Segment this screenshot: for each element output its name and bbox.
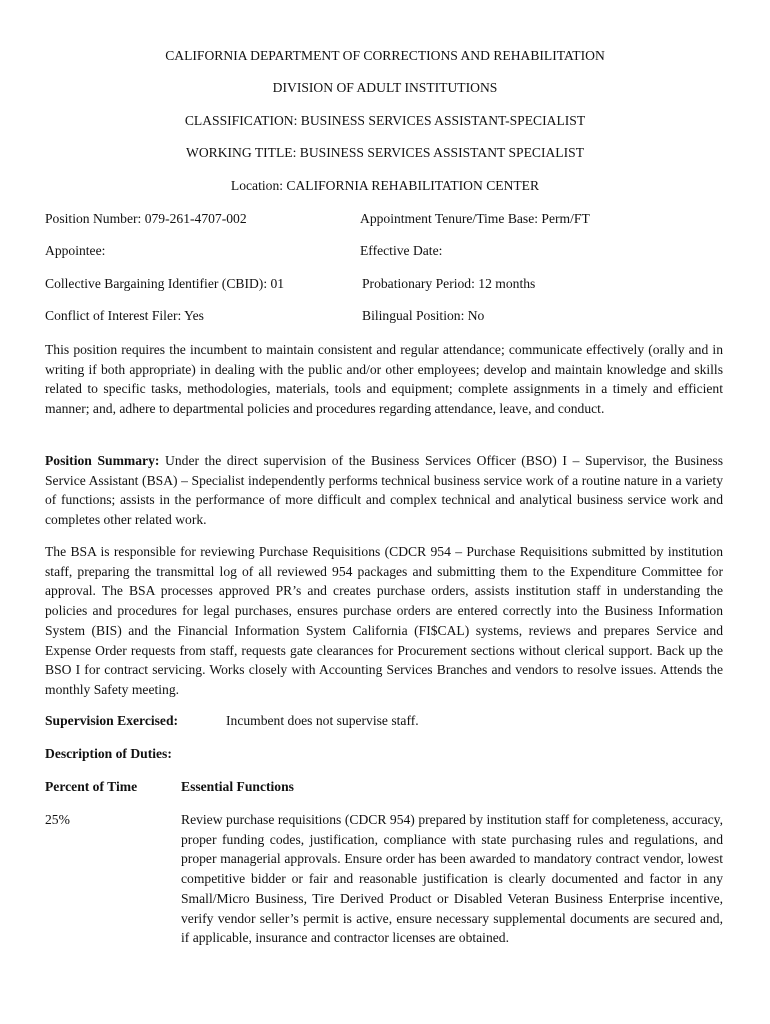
position-summary-paragraph bbox=[45, 451, 723, 530]
supervision-value: Incumbent does not supervise staff. bbox=[226, 713, 419, 728]
bilingual-position-field: Bilingual Position: No bbox=[362, 308, 485, 323]
duties-heading: Description of Duties: bbox=[45, 746, 172, 761]
appointee-field: Appointee: bbox=[45, 243, 106, 258]
supervision-label: Supervision Exercised: bbox=[45, 713, 179, 728]
location-heading: Location: CALIFORNIA REHABILITATION CENTER bbox=[230, 178, 540, 193]
conflict-of-interest-field: Conflict of Interest Filer: Yes bbox=[45, 308, 204, 323]
probationary-period-field: Probationary Period: 12 months bbox=[362, 276, 536, 291]
working-title-heading: WORKING TITLE: BUSINESS SERVICES ASSISTANT SPECIALIST bbox=[186, 145, 584, 160]
duty-percent: 25% bbox=[45, 812, 70, 827]
intro-paragraph: This position requires the incumbent to maintain consistent and regular attendance; communicate effectively (orally and in writing if both appropriate) in dealing with the public and/or other employees; develop and maintain knowledge and skills related to specific tasks, methodologies, materials, tools and equipment; complete assignments in a timely and efficient manner; and, adhere to departmental policies and procedures regarding attendance, leave, and conduct. bbox=[45, 342, 723, 417]
position-number: Position Number: 079-261-4707-002 bbox=[45, 211, 247, 226]
duty-description: Review purchase requisitions (CDCR 954) prepared by institution staff for completeness, accuracy, proper funding codes, justification, compliance with state purchasing rules and regulations, and proper managerial approvals. Ensure order has been awarded to mandatory contract vendor, lowest competitive bidder or fair and reasonable justification is clearly documented and factor in any Small/Micro Business, Tire Derived Product or Disabled Veteran Business Enterprise incentive, verify vendor seller’s permit is active, ensure necessary supplemental documents are secured and, if applicable, insurance and contractor licenses are obtained. bbox=[181, 812, 723, 946]
position-summary-text: Under the direct supervision of the Business Services Officer (BSO) I – Supervisor, the Business Service Assistant (BSA) – Specialist independently performs technical business service work of a routine nature in a variety of functions; assists in the performance of more difficult and complex technical and analytical business service work and completes other related work. bbox=[45, 453, 723, 528]
bsa-paragraph: The BSA is responsible for reviewing Purchase Requisitions (CDCR 954 – Purchase Requisitions submitted by institution staff, preparing the transmittal log of all reviewed 954 packages and submitting them to the Expenditure Committee for approval. The BSA processes approved PR’s and creates purchase orders, assists institution staff in understanding the policies and procedures for legal purchases, ensures purchase orders are entered correctly into the Business Information System (BIS) and the Financial Information System California (FI$CAL) systems, reviews and prepares Service and Expense Order requests from staff, requests gate clearances for Procurement sections without clerical support. Back up the BSO I for contract servicing. Works closely with Accounting Services Branches and vendors to resolve issues. Attends the monthly Safety meeting. bbox=[45, 544, 723, 697]
effective-date-field: Effective Date: bbox=[360, 243, 443, 258]
cbid-field: Collective Bargaining Identifier (CBID): 01 bbox=[45, 276, 285, 291]
essential-functions-header: Essential Functions bbox=[181, 779, 294, 794]
classification-heading: CLASSIFICATION: BUSINESS SERVICES ASSISTANT-SPECIALIST bbox=[184, 113, 586, 128]
department-heading: CALIFORNIA DEPARTMENT OF CORRECTIONS AND REHABILITATION bbox=[165, 48, 605, 63]
division-heading: DIVISION OF ADULT INSTITUTIONS bbox=[272, 80, 498, 95]
appointment-tenure: Appointment Tenure/Time Base: Perm/FT bbox=[360, 211, 590, 226]
position-summary-label: Position Summary: bbox=[45, 453, 160, 468]
percent-of-time-header: Percent of Time bbox=[45, 779, 138, 794]
